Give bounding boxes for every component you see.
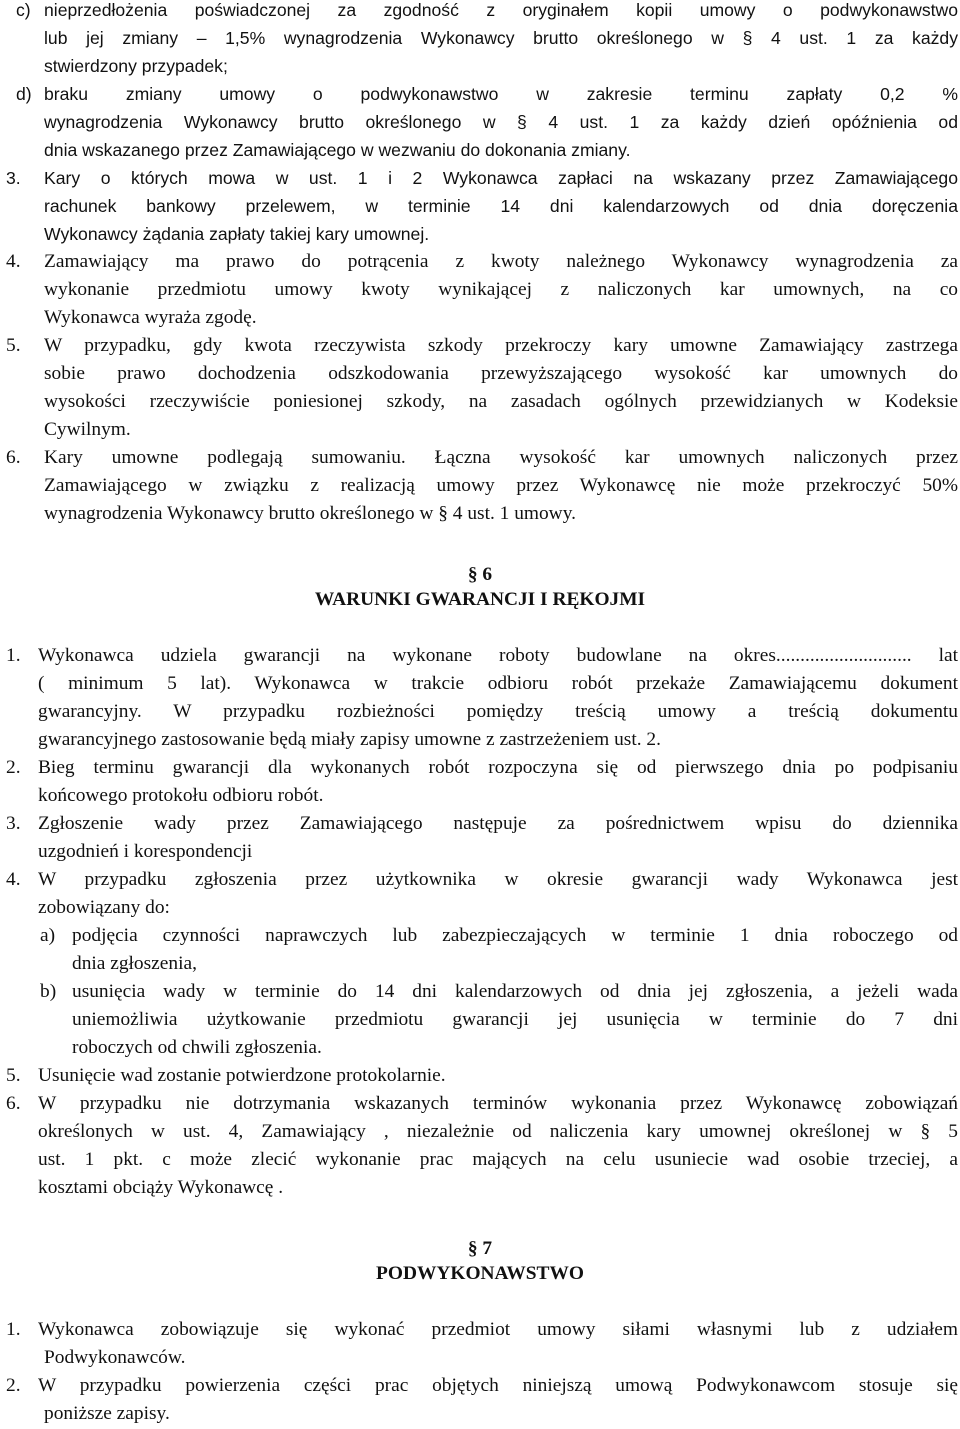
s7-item-1-label: 1. — [6, 1319, 21, 1340]
s6-item-4-label: 4. — [6, 869, 21, 890]
s6-item-4-line-1: W przypadku zgłoszenia przez użytkownika w okresie gwarancji wady Wykonawca jest — [38, 869, 958, 890]
s6-item-5-line-1: Usunięcie wad zostanie potwierdzone protokolarnie. — [38, 1065, 446, 1086]
item-5-line-3: wysokości rzeczywiście poniesionej szkody, na zasadach ogólnych przewidzianych w Kodeksie — [44, 391, 958, 412]
s6-item-2-line-2: końcowego protokołu odbioru robót. — [38, 785, 324, 806]
item-d-line-2: wynagrodzenia Wykonawcy brutto określonego w § 4 ust. 1 za każdy dzień opóźnienia od — [44, 112, 958, 132]
s6-item-4-line-2: zobowiązany do: — [38, 897, 170, 918]
item-c-line-3: stwierdzony przypadek; — [44, 56, 228, 76]
item-6-line-2: Zamawiającego w związku z realizacją umowy przez Wykonawcę nie może przekroczyć 50% — [44, 475, 958, 496]
s6-item-2-label: 2. — [6, 757, 21, 778]
s6-item-1-line-1: Wykonawca udziela gwarancji na wykonane roboty budowlane na okres............................ lat — [38, 645, 958, 666]
s7-item-1-line-2: Podwykonawców. — [44, 1347, 186, 1368]
item-3-line-2: rachunek bankowy przelewem, w terminie 14 dni kalendarzowych od dnia doręczenia — [44, 196, 958, 216]
s7-item-2-line-2: poniższe zapisy. — [44, 1403, 170, 1424]
s6-item-6-line-2: określonych w ust. 4, Zamawiający , niezależnie od naliczenia kary umownej określonej w § 5 — [38, 1121, 958, 1142]
s6-item-6-line-3: ust. 1 pkt. c może zlecić wykonanie prac mających na celu usuniecie wad osobie trzeciej, a — [38, 1149, 958, 1170]
s7-item-2-label: 2. — [6, 1375, 21, 1396]
item-3-line-1: Kary o których mowa w ust. 1 i 2 Wykonawca zapłaci na wskazany przez Zamawiającego — [44, 168, 958, 188]
item-5-line-1: W przypadku, gdy kwota rzeczywista szkody przekroczy kary umowne Zamawiający zastrzega — [44, 335, 958, 356]
item-d-line-1: braku zmiany umowy o podwykonawstwo w zakresie terminu zapłaty 0,2 % — [44, 84, 958, 104]
s6-item-1-line-3: gwarancyjny. W przypadku rozbieżności pomiędzy treścią umowy a treścią dokumentu — [38, 701, 958, 722]
item-4-line-1: Zamawiający ma prawo do potrącenia z kwoty należnego Wykonawcy wynagrodzenia za — [44, 251, 958, 272]
s6-item-3-line-2: uzgodnień i korespondencji — [38, 841, 253, 862]
item-3-label: 3. — [6, 168, 21, 188]
s6-item-6-label: 6. — [6, 1093, 21, 1114]
s6-item-3-line-1: Zgłoszenie wady przez Zamawiającego następuje za pośrednictwem wpisu do dziennika — [38, 813, 958, 834]
item-4-line-2: wykonanie przedmiotu umowy kwoty wynikającej z naliczonych kar umownych, na co — [44, 279, 958, 300]
s6-item-1-line-4: gwarancyjnego zastosowanie będą miały zapisy umowne z zastrzeżeniem ust. 2. — [38, 729, 661, 750]
item-6-line-1: Kary umowne podlegają sumowaniu. Łączna wysokość kar umownych naliczonych przez — [44, 447, 958, 468]
item-4-label: 4. — [6, 251, 21, 272]
s6-sub-a-line-1: podjęcia czynności naprawczych lub zabezpieczających w terminie 1 dnia roboczego od — [72, 925, 958, 946]
item-3-line-3: Wykonawcy żądania zapłaty takiej kary umownej. — [44, 224, 430, 244]
section-6-number: § 6 — [467, 564, 493, 585]
item-6-line-3: wynagrodzenia Wykonawcy brutto określonego w § 4 ust. 1 umowy. — [44, 503, 576, 524]
s6-sub-b-line-2: uniemożliwia użytkowanie przedmiotu gwarancji jej usunięcia w terminie do 7 dni — [72, 1009, 958, 1030]
section-6-title: WARUNKI GWARANCJI I RĘKOJMI — [314, 589, 646, 610]
item-4-line-3: Wykonawca wyraża zgodę. — [44, 307, 257, 328]
item-5-line-2: sobie prawo dochodzenia odszkodowania przewyższającego wysokość kar umownych do — [44, 363, 958, 384]
s7-item-1-line-1: Wykonawca zobowiązuje się wykonać przedmiot umowy siłami własnymi lub z udziałem — [38, 1319, 958, 1340]
item-d-label: d) — [16, 84, 32, 104]
s6-item-2-line-1: Bieg terminu gwarancji dla wykonanych robót rozpoczyna się od pierwszego dnia po podpisaniu — [38, 757, 958, 778]
section-7-title: PODWYKONAWSTWO — [376, 1263, 584, 1284]
s6-sub-b-label: b) — [40, 981, 57, 1002]
s7-item-2-line-1: W przypadku powierzenia części prac objętych niniejszą umową Podwykonawcom stosuje się — [38, 1375, 958, 1396]
item-6-label: 6. — [6, 447, 21, 468]
item-5-label: 5. — [6, 335, 21, 356]
s6-item-1-label: 1. — [6, 645, 21, 666]
s6-item-5-label: 5. — [6, 1065, 21, 1086]
item-c-line-1: nieprzedłożenia poświadczonej za zgodność z oryginałem kopii umowy o podwykonawstwo — [44, 0, 958, 20]
s6-item-3-label: 3. — [6, 813, 21, 834]
s6-item-6-line-4: kosztami obciąży Wykonawcę . — [38, 1177, 284, 1198]
s6-sub-a-label: a) — [40, 925, 56, 946]
item-d-line-3: dnia wskazanego przez Zamawiającego w wezwaniu do dokonania zmiany. — [44, 140, 631, 160]
item-c-label: c) — [16, 0, 31, 20]
section-7-number: § 7 — [467, 1238, 493, 1259]
s6-item-1-line-2: ( minimum 5 lat). Wykonawca w trakcie odbioru robót przekaże Zamawiającemu dokument — [38, 673, 958, 694]
s6-sub-b-line-3: roboczych od chwili zgłoszenia. — [72, 1037, 322, 1058]
s6-item-6-line-1: W przypadku nie dotrzymania wskazanych terminów wykonania przez Wykonawcę zobowiązań — [38, 1093, 958, 1114]
s6-sub-b-line-1: usunięcia wady w terminie do 14 dni kalendarzowych od dnia jej zgłoszenia, a jeżeli wada — [72, 981, 958, 1002]
item-c-line-2: lub jej zmiany – 1,5% wynagrodzenia Wykonawcy brutto określonego w § 4 ust. 1 za każdy — [44, 28, 958, 48]
item-5-line-4: Cywilnym. — [44, 419, 131, 440]
s6-sub-a-line-2: dnia zgłoszenia, — [72, 953, 197, 974]
